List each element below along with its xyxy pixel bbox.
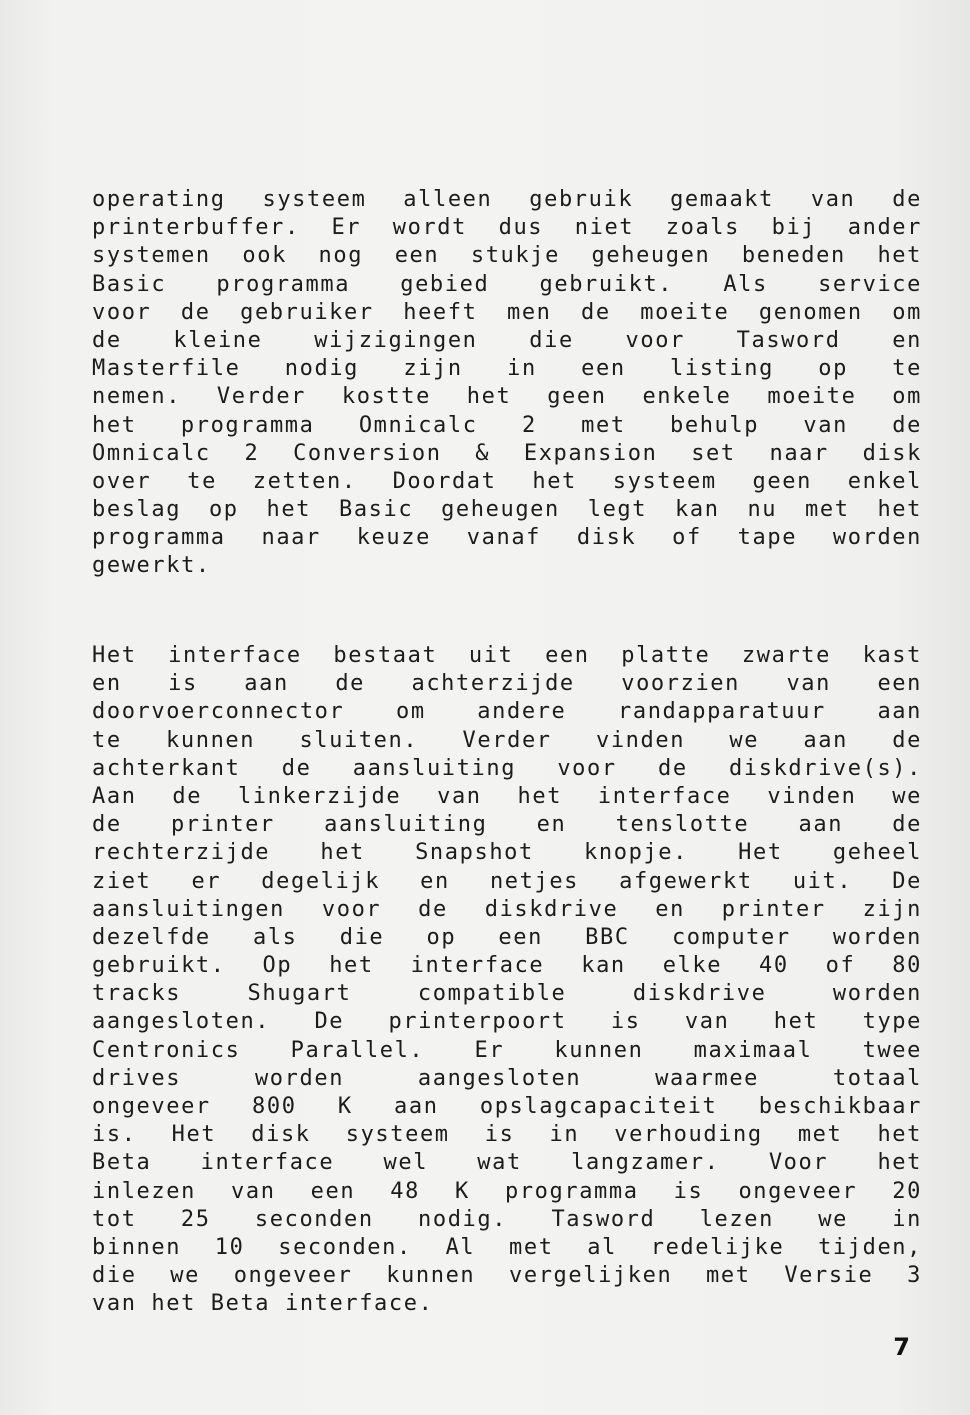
text-line: aansluitingen voor de diskdrive en printer zijn <box>92 896 922 922</box>
text-line: te kunnen sluiten. Verder vinden we aan de <box>92 727 922 753</box>
text-line: programma naar keuze vanaf disk of tape worden <box>92 525 922 551</box>
text-line: van het Beta interface. <box>92 1291 434 1317</box>
text-line: operating systeem alleen gebruik gemaakt van de <box>92 187 922 212</box>
text-line: ongeveer 800 K aan opslagcapaciteit beschikbaar <box>92 1094 922 1119</box>
text-line: Basic programma gebied gebruikt. Als service <box>92 271 922 297</box>
text-line: Aan de linkerzijde van het interface vinden we <box>92 783 922 809</box>
text-line: die we ongeveer kunnen vergelijken met Versie 3 <box>92 1263 922 1289</box>
text-line: aangesloten. De printerpoort is van het type <box>92 1009 922 1035</box>
text-line: de printer aansluiting en tenslotte aan de <box>92 812 922 838</box>
text-line: doorvoerconnector om andere randapparatuur aan <box>92 699 922 725</box>
text-line: binnen 10 seconden. Al met al redelijke tijden, <box>92 1234 922 1260</box>
text-line: rechterzijde het Snapshot knopje. Het geheel <box>92 840 922 866</box>
text-line: het programma Omnicalc 2 met behulp van de <box>92 412 922 438</box>
text-line: en is aan de achterzijde voorzien van een <box>92 671 922 697</box>
paragraph-1 <box>92 186 922 581</box>
text-line: Beta interface wel wat langzamer. Voor het <box>92 1150 922 1176</box>
text-line: gebruikt. Op het interface kan elke 40 of 80 <box>92 953 922 979</box>
text-line: over te zetten. Doordat het systeem geen enkel <box>92 468 922 494</box>
text-line: Masterfile nodig zijn in een listing op te <box>92 356 922 382</box>
text-line: tracks Shugart compatible diskdrive worden <box>92 981 922 1007</box>
text-line: voor de gebruiker heeft men de moeite genomen om <box>92 299 922 325</box>
text-line: ziet er degelijk en netjes afgewerkt uit. De <box>92 868 922 894</box>
text-line: Centronics Parallel. Er kunnen maximaal twee <box>92 1037 922 1063</box>
text-line: printerbuffer. Er wordt dus niet zoals bij ander <box>92 215 922 241</box>
paragraph-2 <box>92 642 922 1319</box>
text-line: nemen. Verder kostte het geen enkele moeite om <box>92 384 922 410</box>
text-line: beslag op het Basic geheugen legt kan nu met het <box>92 497 922 523</box>
text-line: achterkant de aansluiting voor de diskdrive(s). <box>92 755 922 781</box>
text-line: de kleine wijzigingen die voor Tasword en <box>92 327 922 353</box>
text-line: inlezen van een 48 K programma is ongeveer 20 <box>92 1178 922 1204</box>
text-line: systemen ook nog een stukje geheugen beneden het <box>92 243 922 269</box>
text-line: tot 25 seconden nodig. Tasword lezen we in <box>92 1206 922 1232</box>
text-line: drives worden aangesloten waarmee totaal <box>92 1065 922 1091</box>
text-line: Het interface bestaat uit een platte zwarte kast <box>92 643 922 668</box>
page-number: 7 <box>893 1333 910 1361</box>
text-line: is. Het disk systeem is in verhouding met het <box>92 1122 922 1148</box>
text-line: gewerkt. <box>92 553 211 579</box>
text-line: Omnicalc 2 Conversion & Expansion set naar disk <box>92 440 922 466</box>
text-line: dezelfde als die op een BBC computer worden <box>92 924 922 950</box>
